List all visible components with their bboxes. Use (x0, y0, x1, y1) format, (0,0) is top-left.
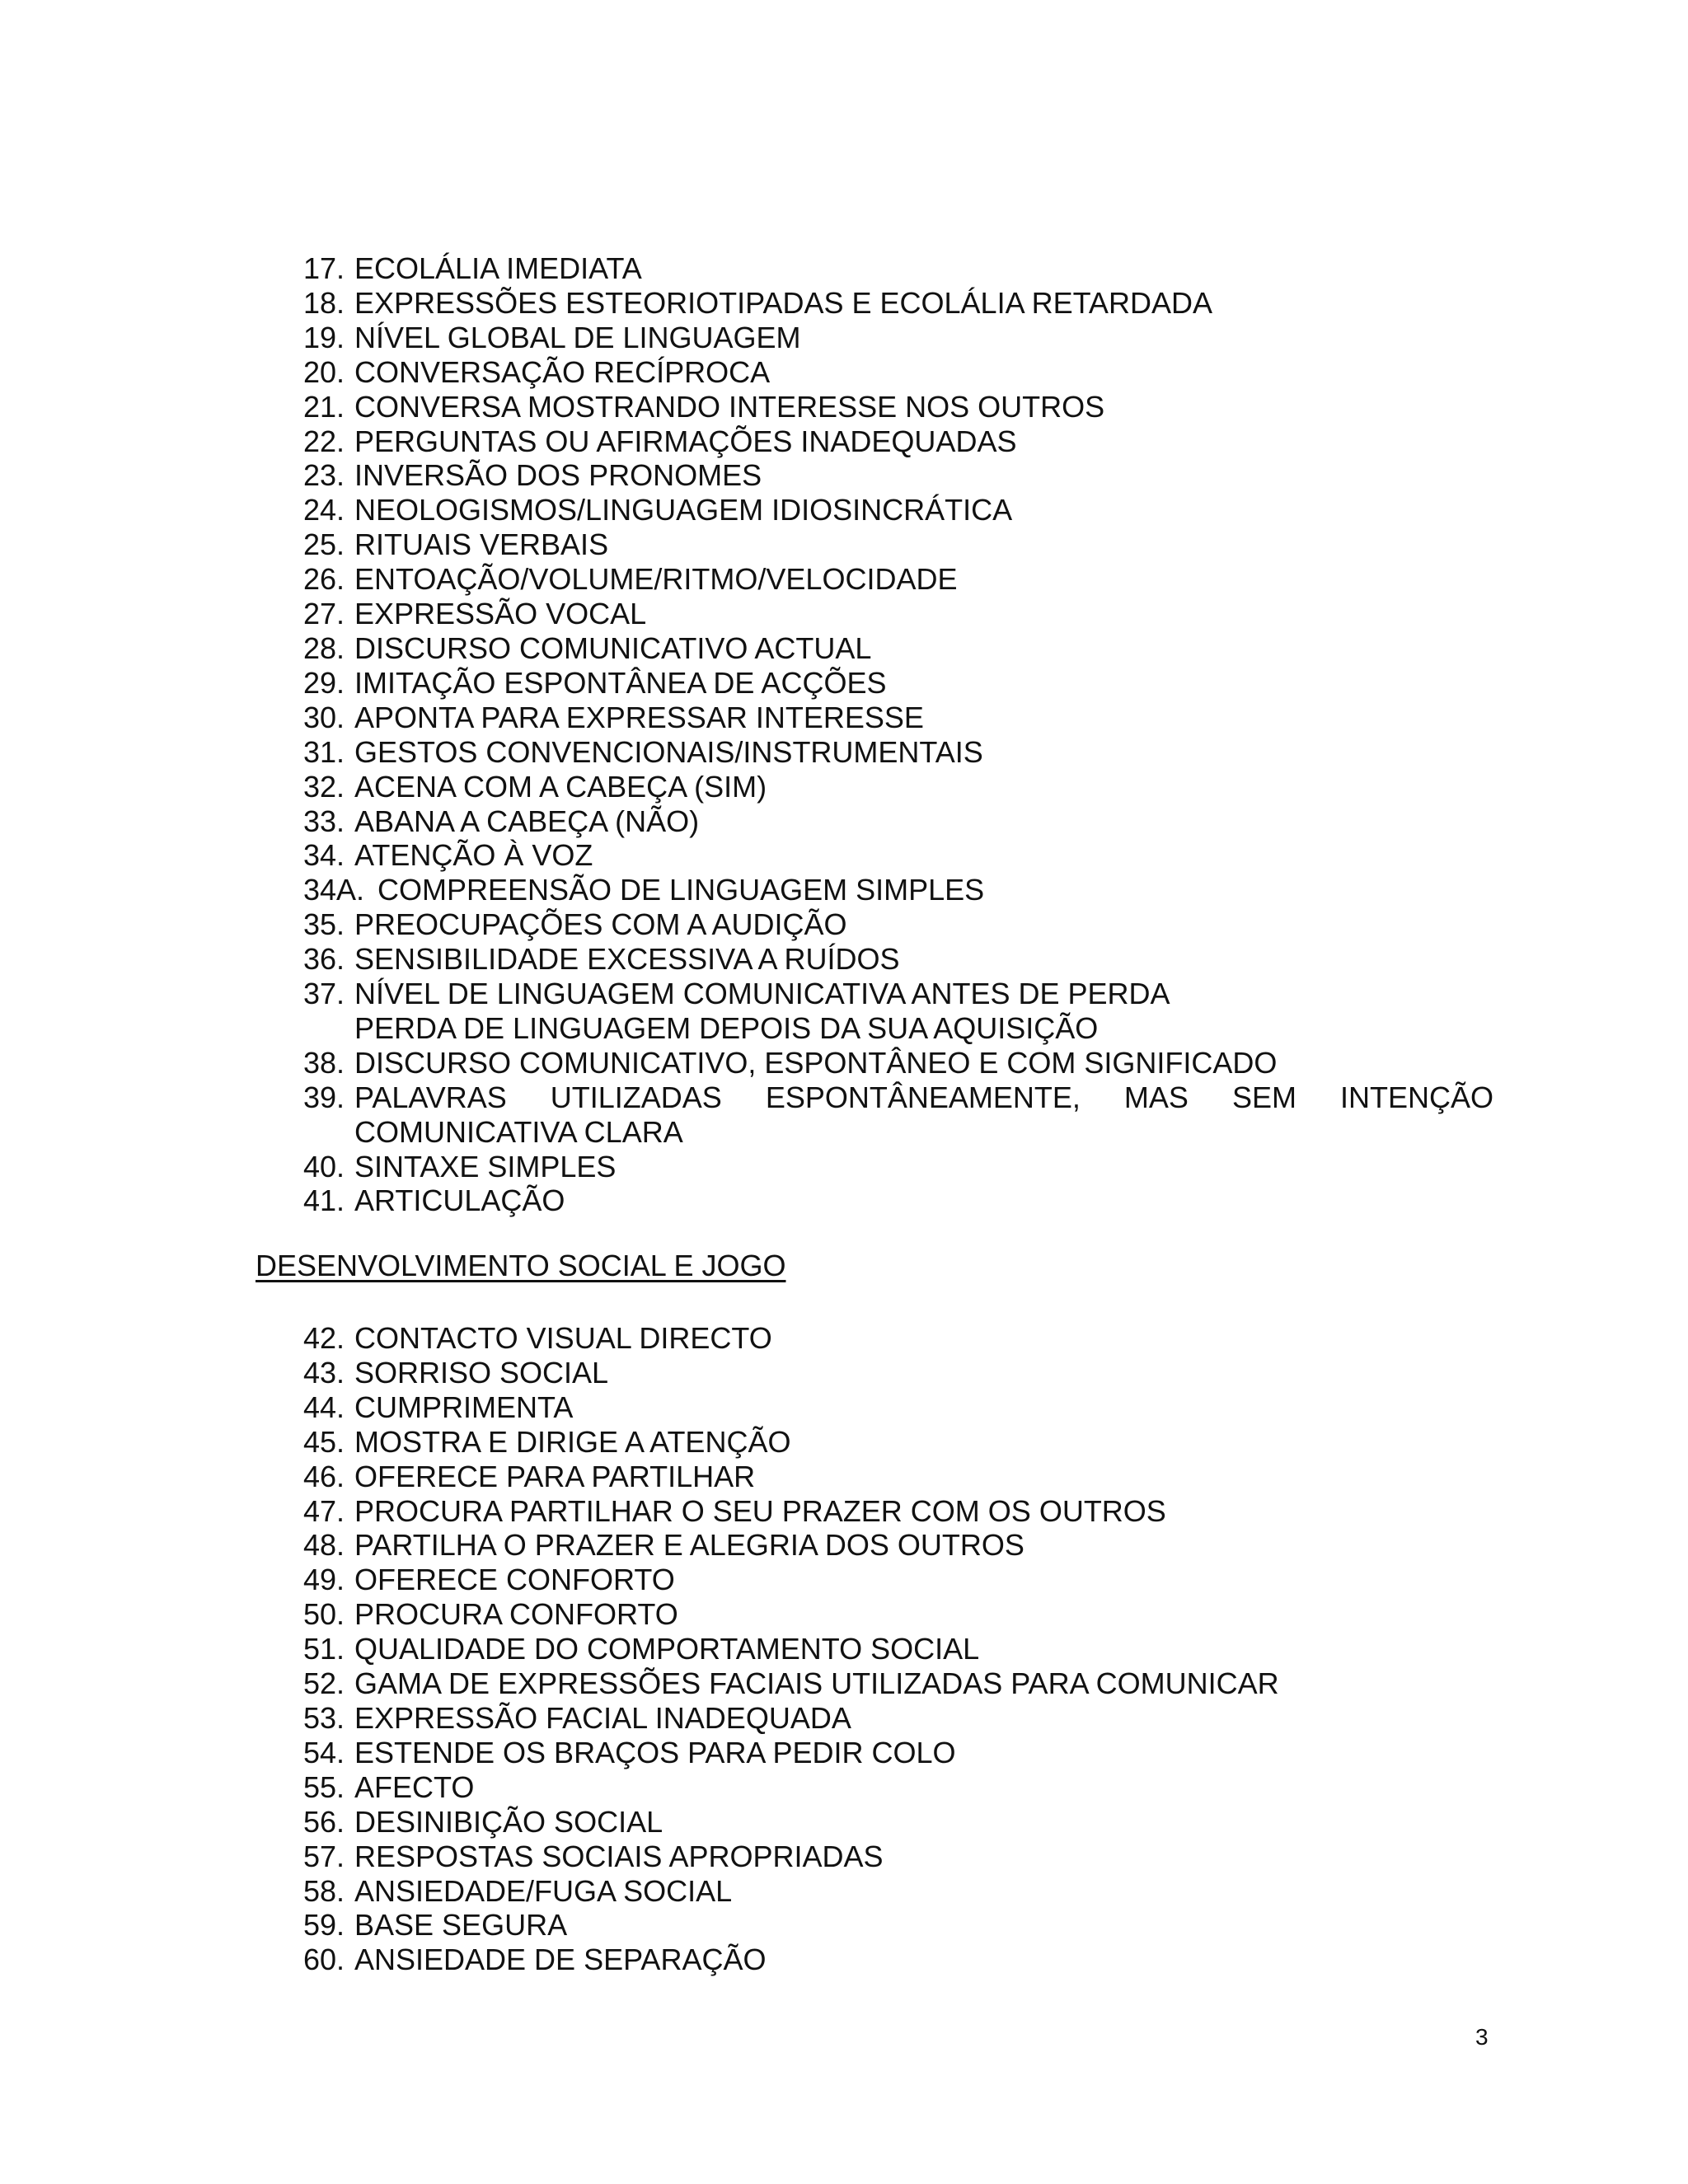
item-number: 27. (303, 597, 345, 631)
item-number: 57. (303, 1839, 345, 1873)
item-text: MOSTRA E DIRIGE A ATENÇÃO (354, 1424, 791, 1459)
item-number: 54. (303, 1735, 345, 1769)
item-text: DISCURSO COMUNICATIVO ACTUAL (354, 630, 872, 665)
list-item (303, 1701, 1493, 1736)
item-number: 20. (303, 354, 345, 389)
list-item (303, 977, 1493, 1011)
item-number: 39. (303, 1080, 345, 1114)
list-item (303, 735, 1493, 770)
item-number: 17. (303, 251, 345, 285)
list-item (303, 424, 1493, 459)
item-number: 53. (303, 1700, 345, 1735)
item-text: ANSIEDADE/FUGA SOCIAL (354, 1873, 733, 1908)
item-text: PROCURA PARTILHAR O SEU PRAZER COM OS OUTROS (354, 1493, 1166, 1528)
list-item (303, 838, 1493, 873)
item-number: 51. (303, 1632, 345, 1666)
item-number: 56. (303, 1804, 345, 1839)
item-number: 23. (303, 458, 345, 493)
item-text: OFERECE CONFORTO (354, 1563, 675, 1597)
item-text: GAMA DE EXPRESSÕES FACIAIS UTILIZADAS PARA COMUNICAR (354, 1666, 1279, 1701)
list-item-continuation: PERDA DE LINGUAGEM DEPOIS DA SUA AQUISIÇÃO (354, 1010, 1099, 1045)
item-number: 38. (303, 1045, 345, 1080)
item-number: 34A. (303, 873, 365, 907)
list-item (303, 1943, 1493, 1977)
item-text: QUALIDADE DO COMPORTAMENTO SOCIAL (354, 1632, 980, 1666)
item-text: COMPREENSÃO DE LINGUAGEM SIMPLES (377, 873, 985, 907)
list-item (303, 562, 1493, 597)
item-text: ESTENDE OS BRAÇOS PARA PEDIR COLO (354, 1735, 956, 1769)
item-text: CUMPRIMENTA (354, 1390, 574, 1424)
page-number: 3 (1475, 2024, 1489, 2050)
item-text: RESPOSTAS SOCIAIS APROPRIADAS (354, 1839, 884, 1873)
item-number: 44. (303, 1390, 345, 1424)
item-number: 50. (303, 1597, 345, 1632)
list-item (303, 1736, 1493, 1770)
item-text: CONVERSA MOSTRANDO INTERESSE NOS OUTROS (354, 389, 1105, 424)
item-number: 42. (303, 1321, 345, 1355)
list-item (303, 527, 1493, 562)
list-item (303, 666, 1493, 701)
item-number: 45. (303, 1424, 345, 1459)
item-number: 37. (303, 977, 345, 1011)
item-number: 58. (303, 1873, 345, 1908)
item-number: 60. (303, 1943, 345, 1977)
list-item (303, 1528, 1493, 1563)
list-item (303, 942, 1493, 977)
list-item (303, 390, 1493, 424)
item-text: ATENÇÃO À VOZ (354, 838, 593, 873)
list-item (303, 1390, 1493, 1425)
list-item (303, 1356, 1493, 1390)
item-number: 33. (303, 804, 345, 838)
item-text: SORRISO SOCIAL (354, 1355, 609, 1390)
item-text: ACENA COM A CABEÇA (SIM) (354, 769, 767, 804)
list-item (303, 493, 1493, 527)
item-text: IMITAÇÃO ESPONTÂNEA DE ACÇÕES (354, 665, 887, 700)
item-text: DESINIBIÇÃO SOCIAL (354, 1804, 663, 1839)
item-number: 48. (303, 1528, 345, 1563)
item-text: PERGUNTAS OU AFIRMAÇÕES INADEQUADAS (354, 424, 1017, 458)
item-number: 49. (303, 1563, 345, 1597)
item-text: ANSIEDADE DE SEPARAÇÃO (354, 1943, 767, 1977)
item-text: NÍVEL DE LINGUAGEM COMUNICATIVA ANTES DE PERDA (354, 977, 1170, 1011)
item-text: ABANA A CABEÇA (NÃO) (354, 804, 700, 838)
list-item (303, 1321, 1493, 1356)
item-text: EXPRESSÕES ESTEORIOTIPADAS E ECOLÁLIA RETARDADA (354, 285, 1212, 320)
item-text: CONTACTO VISUAL DIRECTO (354, 1321, 772, 1355)
item-text: DISCURSO COMUNICATIVO, ESPONTÂNEO E COM SIGNIFICADO (354, 1045, 1278, 1080)
item-number: 18. (303, 285, 345, 320)
item-text: PARTILHA O PRAZER E ALEGRIA DOS OUTROS (354, 1528, 1025, 1563)
item-text: ARTICULAÇÃO (354, 1183, 565, 1218)
list-item (303, 1425, 1493, 1460)
list-item (303, 1183, 1493, 1218)
list-item (303, 321, 1493, 355)
item-text: OFERECE PARA PARTILHAR (354, 1459, 756, 1493)
list-item (303, 907, 1493, 942)
item-number: 40. (303, 1149, 345, 1183)
section-heading: DESENVOLVIMENTO SOCIAL E JOGO (256, 1249, 786, 1282)
item-number: 43. (303, 1355, 345, 1390)
item-text: ECOLÁLIA IMEDIATA (354, 251, 642, 285)
item-text: PALAVRAS UTILIZADAS ESPONTÂNEAMENTE, MAS SEM INTENÇÃO (354, 1080, 1493, 1114)
item-number: 30. (303, 700, 345, 734)
item-number: 46. (303, 1459, 345, 1493)
item-number: 22. (303, 424, 345, 458)
item-text: RITUAIS VERBAIS (354, 527, 609, 562)
item-text: ENTOAÇÃO/VOLUME/RITMO/VELOCIDADE (354, 562, 958, 597)
item-number: 31. (303, 734, 345, 769)
item-number: 28. (303, 630, 345, 665)
item-number: 52. (303, 1666, 345, 1701)
item-text: AFECTO (354, 1769, 475, 1804)
list-item (303, 1046, 1493, 1080)
item-number: 19. (303, 320, 345, 354)
list-item (303, 1632, 1493, 1666)
item-text: PREOCUPAÇÕES COM A AUDIÇÃO (354, 907, 847, 942)
item-text: SENSIBILIDADE EXCESSIVA A RUÍDOS (354, 942, 900, 977)
item-text: SINTAXE SIMPLES (354, 1149, 617, 1183)
item-text: INVERSÃO DOS PRONOMES (354, 458, 762, 493)
item-number: 25. (303, 527, 345, 562)
language-items-list (303, 251, 1493, 1218)
item-number: 36. (303, 942, 345, 977)
list-item (303, 1770, 1493, 1805)
item-number: 21. (303, 389, 345, 424)
item-number: 26. (303, 562, 345, 597)
item-number: 59. (303, 1908, 345, 1943)
item-text: PROCURA CONFORTO (354, 1597, 678, 1632)
item-text: APONTA PARA EXPRESSAR INTERESSE (354, 700, 924, 734)
item-text: BASE SEGURA (354, 1908, 568, 1943)
item-text: CONVERSAÇÃO RECÍPROCA (354, 354, 771, 389)
list-item (303, 458, 1493, 493)
list-item (303, 1840, 1493, 1874)
item-text: EXPRESSÃO FACIAL INADEQUADA (354, 1700, 851, 1735)
item-text: EXPRESSÃO VOCAL (354, 597, 647, 631)
list-item (303, 770, 1493, 804)
list-item (303, 1908, 1493, 1943)
item-number: 24. (303, 493, 345, 527)
list-item (303, 1150, 1493, 1184)
list-item (303, 1597, 1493, 1632)
list-item (303, 286, 1493, 321)
list-item (303, 597, 1493, 631)
list-item (303, 1874, 1493, 1909)
list-item-continuation: COMUNICATIVA CLARA (354, 1114, 683, 1149)
item-number: 34. (303, 838, 345, 873)
list-item (303, 873, 1493, 907)
item-number: 29. (303, 665, 345, 700)
list-item (303, 631, 1493, 666)
item-text: GESTOS CONVENCIONAIS/INSTRUMENTAIS (354, 734, 983, 769)
list-item (303, 1805, 1493, 1840)
list-item (303, 804, 1493, 839)
list-item (303, 251, 1493, 286)
list-item (303, 1666, 1493, 1701)
item-number: 55. (303, 1769, 345, 1804)
item-text: NÍVEL GLOBAL DE LINGUAGEM (354, 320, 801, 354)
item-number: 32. (303, 769, 345, 804)
item-number: 47. (303, 1493, 345, 1528)
list-item (303, 1460, 1493, 1494)
list-item (303, 1563, 1493, 1597)
item-text: NEOLOGISMOS/LINGUAGEM IDIOSINCRÁTICA (354, 493, 1013, 527)
social-items-list (303, 1321, 1493, 1977)
list-item (303, 1080, 1493, 1115)
item-number: 41. (303, 1183, 345, 1218)
list-item (303, 1494, 1493, 1529)
list-item (303, 355, 1493, 390)
list-item (303, 701, 1493, 735)
item-number: 35. (303, 907, 345, 942)
